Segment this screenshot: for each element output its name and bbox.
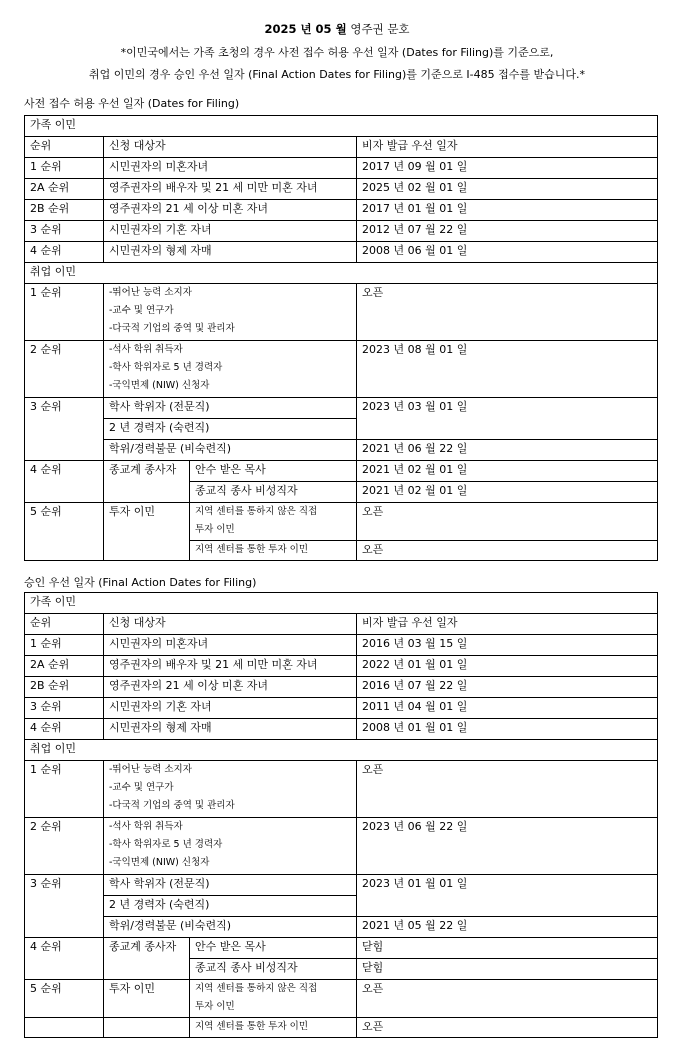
target-line: -학사 학위자로 5 년 경력자 bbox=[109, 839, 223, 850]
target-line: -교수 및 연구가 bbox=[109, 305, 174, 316]
target-cell: 안수 받은 목사 bbox=[190, 461, 357, 482]
target-line: -다국적 기업의 중역 및 관리자 bbox=[109, 323, 235, 334]
date-cell: 2022 년 01 월 01 일 bbox=[357, 656, 658, 677]
target-line: -다국적 기업의 중역 및 관리자 bbox=[109, 800, 235, 811]
family-header: 가족 이민 bbox=[25, 116, 658, 137]
table-row bbox=[25, 398, 658, 419]
table-row bbox=[25, 980, 658, 1018]
date-cell: 2023 년 06 월 22 일 bbox=[357, 818, 658, 875]
target-cell: 시민권자의 형제 자매 bbox=[104, 242, 357, 263]
target-line: -국익면제 (NIW) 신청자 bbox=[109, 857, 210, 868]
table-row bbox=[25, 656, 658, 677]
family-header: 가족 이민 bbox=[25, 593, 658, 614]
target-cell: 지역 센터를 통한 투자 이민 bbox=[190, 1018, 357, 1038]
table-row bbox=[25, 677, 658, 698]
table-row bbox=[25, 242, 658, 263]
category-cell: 투자 이민 bbox=[104, 503, 190, 561]
rank-cell: 2 순위 bbox=[25, 818, 104, 875]
target-cell: 2 년 경력자 (숙련직) bbox=[104, 419, 357, 440]
date-cell: 2021 년 02 월 01 일 bbox=[357, 482, 658, 503]
date-cell: 오픈 bbox=[357, 1018, 658, 1038]
table-row bbox=[25, 179, 658, 200]
date-cell: 오픈 bbox=[357, 503, 658, 541]
rank-cell: 5 순위 bbox=[25, 503, 104, 561]
date-cell: 2017 년 09 월 01 일 bbox=[357, 158, 658, 179]
employment-header: 취업 이민 bbox=[25, 740, 658, 761]
date-cell: 오픈 bbox=[357, 541, 658, 561]
rank-cell: 5 순위 bbox=[25, 980, 104, 1018]
rank-cell: 4 순위 bbox=[25, 719, 104, 740]
target-line: 투자 이민 bbox=[195, 524, 235, 535]
table-row bbox=[25, 761, 658, 818]
rank-cell: 2B 순위 bbox=[25, 677, 104, 698]
table-row bbox=[25, 917, 658, 938]
rank-cell: 2A 순위 bbox=[25, 656, 104, 677]
target-cell bbox=[104, 818, 357, 875]
target-cell bbox=[104, 761, 357, 818]
rank-cell: 2A 순위 bbox=[25, 179, 104, 200]
target-cell bbox=[190, 980, 357, 1018]
date-cell: 2016 년 07 월 22 일 bbox=[357, 677, 658, 698]
date-cell: 2011 년 04 월 01 일 bbox=[357, 698, 658, 719]
title-rest: 영주권 문호 bbox=[346, 22, 410, 36]
rank-cell: 2 순위 bbox=[25, 341, 104, 398]
target-cell: 학사 학위자 (전문직) bbox=[104, 875, 357, 896]
table-row bbox=[25, 875, 658, 896]
table-row bbox=[25, 341, 658, 398]
category-cell: 종교계 종사자 bbox=[104, 461, 190, 503]
page-title bbox=[0, 21, 674, 37]
date-cell: 닫힘 bbox=[357, 959, 658, 980]
target-line: -국익면제 (NIW) 신청자 bbox=[109, 380, 210, 391]
table-row bbox=[25, 1018, 658, 1038]
date-cell: 2023 년 03 월 01 일 bbox=[357, 398, 658, 440]
rank-cell: 3 순위 bbox=[25, 221, 104, 242]
table-row bbox=[25, 698, 658, 719]
target-cell: 안수 받은 목사 bbox=[190, 938, 357, 959]
final-action-table bbox=[24, 592, 658, 1038]
category-cell: 종교계 종사자 bbox=[104, 938, 190, 980]
date-cell: 2023 년 01 월 01 일 bbox=[357, 875, 658, 917]
target-cell: 영주권자의 21 세 이상 미혼 자녀 bbox=[104, 677, 357, 698]
date-cell: 2012 년 07 월 22 일 bbox=[357, 221, 658, 242]
date-cell: 오픈 bbox=[357, 284, 658, 341]
date-cell: 2016 년 03 월 15 일 bbox=[357, 635, 658, 656]
date-cell: 2008 년 01 월 01 일 bbox=[357, 719, 658, 740]
table-row bbox=[25, 503, 658, 541]
target-cell: 시민권자의 기혼 자녀 bbox=[104, 221, 357, 242]
target-cell: 시민권자의 형제 자매 bbox=[104, 719, 357, 740]
target-line: 지역 센터를 통하지 않은 직접 bbox=[195, 983, 318, 994]
note-line-1: *이민국에서는 가족 초청의 경우 사전 접수 허용 우선 일자 (Dates for Filing)를 기준으로, bbox=[120, 46, 554, 59]
dates-for-filing-table bbox=[24, 115, 658, 561]
dates-for-filing-label: 사전 접수 허용 우선 일자 (Dates for Filing) bbox=[24, 97, 240, 110]
target-line: -학사 학위자로 5 년 경력자 bbox=[109, 362, 223, 373]
target-cell: 영주권자의 배우자 및 21 세 미만 미혼 자녀 bbox=[104, 656, 357, 677]
target-cell bbox=[104, 341, 357, 398]
rank-cell: 4 순위 bbox=[25, 461, 104, 503]
col-target: 신청 대상자 bbox=[104, 137, 357, 158]
target-cell: 시민권자의 미혼자녀 bbox=[104, 158, 357, 179]
date-cell: 2023 년 08 월 01 일 bbox=[357, 341, 658, 398]
col-rank: 순위 bbox=[25, 614, 104, 635]
final-action-label: 승인 우선 일자 (Final Action Dates for Filing) bbox=[24, 576, 257, 589]
rank-cell: 2B 순위 bbox=[25, 200, 104, 221]
empty-cell bbox=[25, 1018, 104, 1038]
col-target: 신청 대상자 bbox=[104, 614, 357, 635]
target-cell: 영주권자의 배우자 및 21 세 미만 미혼 자녀 bbox=[104, 179, 357, 200]
target-line: 투자 이민 bbox=[195, 1001, 235, 1012]
title-month: 2025 년 05 월 bbox=[264, 22, 347, 36]
col-date: 비자 발급 우선 일자 bbox=[357, 614, 658, 635]
target-line: 지역 센터를 통하지 않은 직접 bbox=[195, 506, 318, 517]
target-cell: 시민권자의 미혼자녀 bbox=[104, 635, 357, 656]
table-row bbox=[25, 200, 658, 221]
table-row bbox=[25, 818, 658, 875]
date-cell: 2025 년 02 월 01 일 bbox=[357, 179, 658, 200]
table-row bbox=[25, 635, 658, 656]
rank-cell: 4 순위 bbox=[25, 242, 104, 263]
date-cell: 2021 년 06 월 22 일 bbox=[357, 440, 658, 461]
category-cell: 투자 이민 bbox=[104, 980, 190, 1018]
col-date: 비자 발급 우선 일자 bbox=[357, 137, 658, 158]
target-cell: 종교직 종사 비성직자 bbox=[190, 959, 357, 980]
target-cell: 학위/경력불문 (비숙련직) bbox=[104, 917, 357, 938]
target-cell bbox=[104, 284, 357, 341]
date-cell: 오픈 bbox=[357, 980, 658, 1018]
table-row bbox=[25, 284, 658, 341]
target-cell: 2 년 경력자 (숙련직) bbox=[104, 896, 357, 917]
table-row bbox=[25, 461, 658, 482]
rank-cell: 1 순위 bbox=[25, 284, 104, 341]
target-cell: 종교직 종사 비성직자 bbox=[190, 482, 357, 503]
target-cell: 지역 센터를 통한 투자 이민 bbox=[190, 541, 357, 561]
col-rank: 순위 bbox=[25, 137, 104, 158]
rank-cell: 3 순위 bbox=[25, 398, 104, 461]
table-row bbox=[25, 719, 658, 740]
target-cell: 영주권자의 21 세 이상 미혼 자녀 bbox=[104, 200, 357, 221]
table-row bbox=[25, 440, 658, 461]
date-cell: 오픈 bbox=[357, 761, 658, 818]
rank-cell: 1 순위 bbox=[25, 158, 104, 179]
target-cell: 학사 학위자 (전문직) bbox=[104, 398, 357, 419]
empty-cell bbox=[104, 1018, 190, 1038]
target-cell bbox=[190, 503, 357, 541]
date-cell: 2008 년 06 월 01 일 bbox=[357, 242, 658, 263]
rank-cell: 1 순위 bbox=[25, 761, 104, 818]
target-line: -석사 학위 취득자 bbox=[109, 344, 183, 355]
date-cell: 닫힘 bbox=[357, 938, 658, 959]
target-line: -뛰어난 능력 소지자 bbox=[109, 764, 192, 775]
target-cell: 학위/경력불문 (비숙련직) bbox=[104, 440, 357, 461]
rank-cell: 3 순위 bbox=[25, 875, 104, 938]
table-row bbox=[25, 938, 658, 959]
target-line: -뛰어난 능력 소지자 bbox=[109, 287, 192, 298]
date-cell: 2017 년 01 월 01 일 bbox=[357, 200, 658, 221]
note-line-2: 취업 이민의 경우 승인 우선 일자 (Final Action Dates for Filing)를 기준으로 I-485 접수를 받습니다.* bbox=[89, 68, 585, 81]
table-row bbox=[25, 221, 658, 242]
rank-cell: 3 순위 bbox=[25, 698, 104, 719]
target-line: -교수 및 연구가 bbox=[109, 782, 174, 793]
employment-header: 취업 이민 bbox=[25, 263, 658, 284]
rank-cell: 4 순위 bbox=[25, 938, 104, 980]
target-line: -석사 학위 취득자 bbox=[109, 821, 183, 832]
target-cell: 시민권자의 기혼 자녀 bbox=[104, 698, 357, 719]
date-cell: 2021 년 05 월 22 일 bbox=[357, 917, 658, 938]
date-cell: 2021 년 02 월 01 일 bbox=[357, 461, 658, 482]
table-row bbox=[25, 158, 658, 179]
rank-cell: 1 순위 bbox=[25, 635, 104, 656]
